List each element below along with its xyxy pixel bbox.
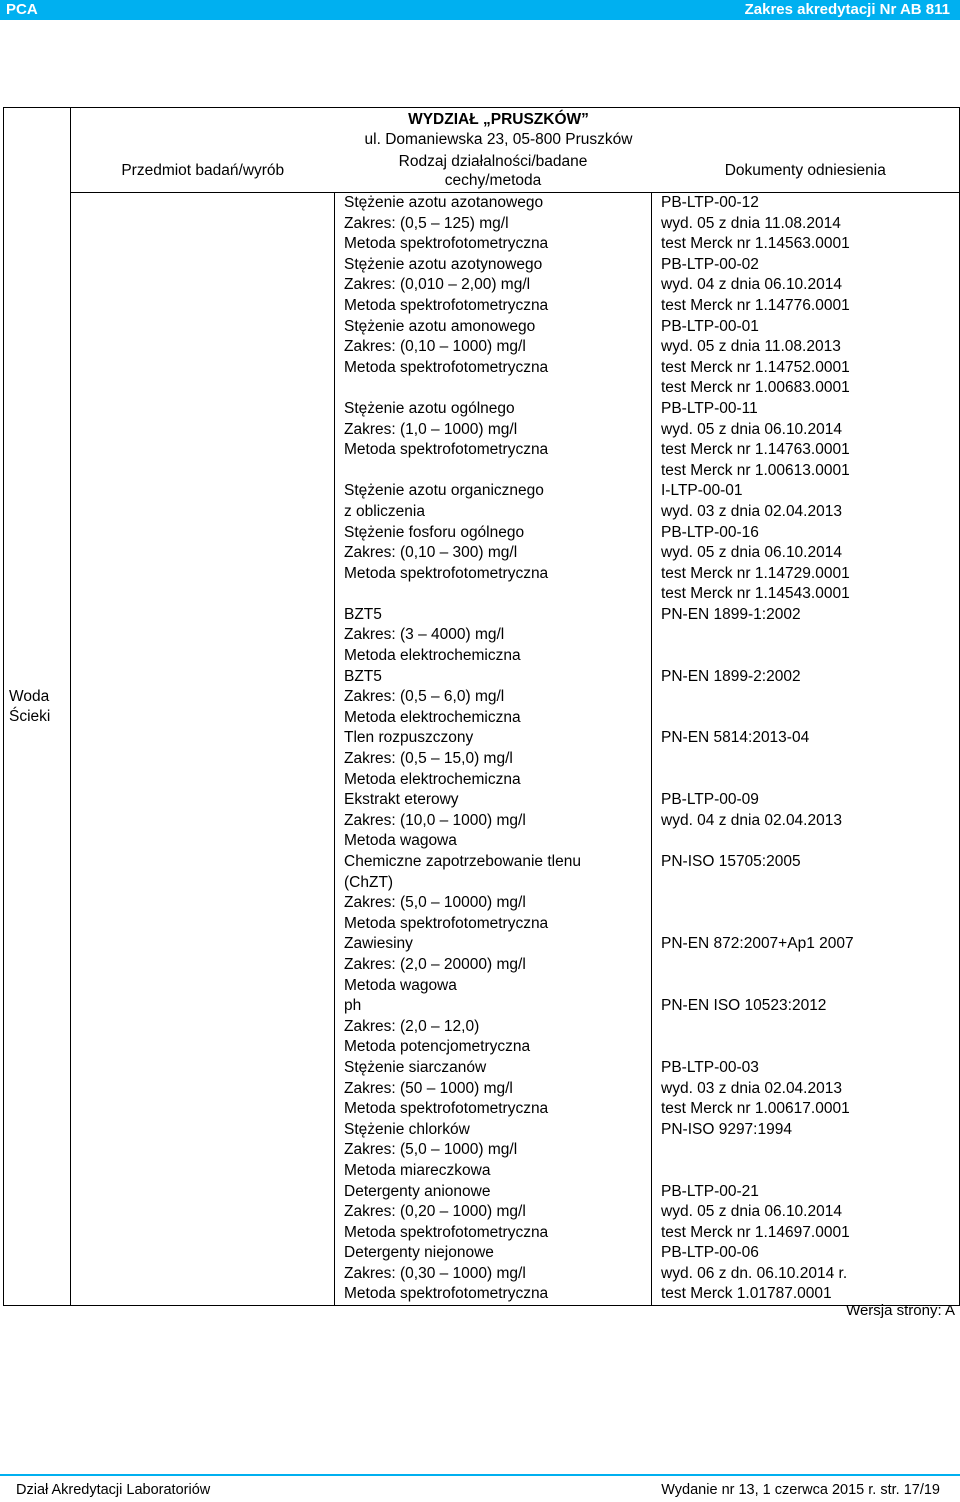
document-line: PB-LTP-00-12 xyxy=(661,194,759,211)
activity-line: Detergenty anionowe xyxy=(344,1182,491,1200)
activity-item xyxy=(335,255,651,317)
activity-line: Metoda miareczkowa xyxy=(344,1161,491,1179)
document-item xyxy=(652,996,959,1058)
subject-spacer-cell xyxy=(71,193,335,1306)
document-line: test Merck nr 1.14697.0001 xyxy=(661,1223,850,1241)
document-line xyxy=(652,770,959,791)
activity-line: Zakres: (0,5 – 6,0) mg/l xyxy=(344,688,505,706)
activity-item xyxy=(335,1120,651,1182)
document-item xyxy=(652,1058,959,1120)
document-item xyxy=(652,523,959,605)
activity-line xyxy=(335,461,651,482)
activity-line: Stężenie azotu azotynowego xyxy=(344,255,543,273)
document-line: PB-LTP-00-03 xyxy=(661,1058,759,1076)
department-row xyxy=(4,108,960,151)
document-line: PB-LTP-00-16 xyxy=(661,523,759,541)
activity-line: Stężenie siarczanów xyxy=(344,1058,487,1076)
activity-line: Zakres: (3 – 4000) mg/l xyxy=(344,626,505,644)
activity-line: Zakres: (1,0 – 1000) mg/l xyxy=(344,420,518,438)
activity-line: Zakres: (0,5 – 15,0) mg/l xyxy=(344,750,513,768)
document-line: test Merck nr 1.14752.0001 xyxy=(661,358,850,376)
activity-line: Metoda spektrofotometryczna xyxy=(344,1223,549,1241)
document-line xyxy=(652,893,959,914)
document-line xyxy=(652,873,959,894)
column-header-row xyxy=(4,150,960,193)
document-line: test Merck nr 1.00617.0001 xyxy=(661,1100,850,1118)
activity-line: Ekstrakt eterowy xyxy=(344,791,459,809)
document-item xyxy=(652,667,959,729)
activity-line: BZT5 xyxy=(344,667,382,685)
document-line: PN-EN 872:2007+Ap1 2007 xyxy=(661,935,854,953)
document-line xyxy=(652,1037,959,1058)
document-item xyxy=(652,728,959,790)
activity-line: Stężenie azotu azotanowego xyxy=(344,194,544,211)
activity-line: Detergenty niejonowe xyxy=(344,1244,494,1262)
header-right-label: Zakres akredytacji Nr AB 811 xyxy=(744,1,950,18)
activity-line: Metoda spektrofotometryczna xyxy=(344,1285,549,1303)
document-line: PB-LTP-00-09 xyxy=(661,791,759,809)
document-line: test Merck nr 1.00683.0001 xyxy=(661,379,850,397)
activity-line: Zakres: (0,30 – 1000) mg/l xyxy=(344,1264,526,1282)
activity-line: Chemiczne zapotrzebowanie tlenu xyxy=(344,853,581,870)
activity-line: Metoda elektrochemiczna xyxy=(344,770,521,788)
activity-item xyxy=(335,399,651,481)
activity-line: Stężenie azotu ogólnego xyxy=(344,399,515,417)
document-line: PB-LTP-00-21 xyxy=(661,1182,759,1200)
document-line: wyd. 04 z dnia 06.10.2014 xyxy=(661,276,842,294)
activity-line: Metoda spektrofotometryczna xyxy=(344,358,549,376)
subject-water: Woda xyxy=(9,687,50,705)
activity-item xyxy=(335,1058,651,1120)
activity-item xyxy=(335,1243,651,1305)
activity-line xyxy=(335,584,651,605)
activity-cell xyxy=(335,193,652,1306)
document-item xyxy=(652,1243,959,1305)
activity-line: Metoda spektrofotometryczna xyxy=(344,564,549,582)
document-line: wyd. 05 z dnia 11.08.2013 xyxy=(661,338,841,356)
document-item xyxy=(652,255,959,317)
document-line xyxy=(652,625,959,646)
activity-line: Stężenie chlorków xyxy=(344,1120,470,1138)
document-line: PB-LTP-00-11 xyxy=(661,399,758,417)
activity-line: (ChZT) xyxy=(344,873,394,891)
body-row xyxy=(4,193,960,1306)
accreditation-table xyxy=(3,107,960,1306)
activity-line: Metoda spektrofotometryczna xyxy=(344,296,549,314)
activity-line: Metoda elektrochemiczna xyxy=(344,647,521,665)
footer-right-label: Wydanie nr 13, 1 czerwca 2015 r. str. 17/19 xyxy=(661,1482,940,1498)
activity-item xyxy=(335,523,651,605)
activity-item xyxy=(335,996,651,1058)
activity-item xyxy=(335,728,651,790)
documents-column-header: Dokumenty odniesienia xyxy=(652,150,960,193)
subject-cell xyxy=(4,108,71,1306)
document-line: PB-LTP-00-06 xyxy=(661,1244,759,1262)
document-line xyxy=(652,955,959,976)
document-item xyxy=(652,790,959,852)
activity-line: Tlen rozpuszczony xyxy=(344,729,474,747)
document-item xyxy=(652,317,959,399)
activity-line: Zakres: (2,0 – 12,0) xyxy=(344,1017,480,1035)
activity-line: BZT5 xyxy=(344,605,382,623)
document-item xyxy=(652,481,959,522)
document-line: test Merck nr 1.14729.0001 xyxy=(661,564,850,582)
activity-line: ph xyxy=(344,997,362,1015)
activity-item xyxy=(335,852,651,934)
activity-item xyxy=(335,667,651,729)
document-item xyxy=(652,193,959,255)
department-address: ul. Domaniewska 23, 05-800 Pruszków xyxy=(364,131,633,148)
document-line: wyd. 03 z dnia 02.04.2013 xyxy=(661,1079,842,1097)
activity-line: Stężenie azotu amonowego xyxy=(344,317,536,335)
footer-left-label: Dział Akredytacji Laboratoriów xyxy=(16,1482,211,1498)
document-line: PB-LTP-00-01 xyxy=(661,317,759,335)
document-line: wyd. 06 z dn. 06.10.2014 r. xyxy=(661,1264,848,1282)
document-item xyxy=(652,399,959,481)
document-line: test Merck nr 1.14543.0001 xyxy=(661,585,850,603)
document-line xyxy=(652,1017,959,1038)
activity-item xyxy=(335,1182,651,1244)
activity-item xyxy=(335,481,651,522)
activity-line: Zakres: (0,10 – 300) mg/l xyxy=(344,544,518,562)
document-item xyxy=(652,1120,959,1182)
document-line: wyd. 05 z dnia 11.08.2014 xyxy=(661,214,841,232)
activity-line: Zakres: (10,0 – 1000) mg/l xyxy=(344,811,526,829)
document-line: wyd. 05 z dnia 06.10.2014 xyxy=(661,544,842,562)
activity-line: Zakres: (0,5 – 125) mg/l xyxy=(344,214,509,232)
department-cell xyxy=(71,108,960,151)
document-line: PN-EN ISO 10523:2012 xyxy=(661,997,827,1015)
document-item xyxy=(652,852,959,934)
activity-line: Metoda spektrofotometryczna xyxy=(344,235,549,253)
activity-line: Metoda spektrofotometryczna xyxy=(344,1100,549,1118)
document-line: test Merck nr 1.14563.0001 xyxy=(661,235,850,253)
activity-line: Zakres: (2,0 – 20000) mg/l xyxy=(344,955,526,973)
document-line: PB-LTP-00-02 xyxy=(661,255,759,273)
activity-line: Metoda spektrofotometryczna xyxy=(344,914,549,932)
document-line: test Merck nr 1.14776.0001 xyxy=(661,296,850,314)
documents-cell xyxy=(652,193,960,1306)
document-line: PN-EN 5814:2013-04 xyxy=(661,729,810,747)
activity-column-header: Rodzaj działalności/badane cechy/metoda xyxy=(335,150,652,193)
page-footer xyxy=(0,1474,960,1502)
activity-line: Zakres: (5,0 – 10000) mg/l xyxy=(344,894,526,912)
document-line: wyd. 05 z dnia 06.10.2014 xyxy=(661,420,842,438)
document-line: I-LTP-00-01 xyxy=(661,482,743,500)
activity-line: Stężenie azotu organicznego xyxy=(344,482,544,500)
document-line: PN-ISO 15705:2005 xyxy=(661,853,801,870)
activity-line: Metoda elektrochemiczna xyxy=(344,708,521,726)
document-line: test Merck 1.01787.0001 xyxy=(661,1285,832,1303)
activity-line: Metoda wagowa xyxy=(344,976,457,994)
document-line xyxy=(652,1140,959,1161)
document-line xyxy=(652,749,959,770)
document-line xyxy=(652,831,959,852)
activity-line: z obliczenia xyxy=(344,502,425,520)
document-line: wyd. 04 z dnia 02.04.2013 xyxy=(661,811,842,829)
document-item xyxy=(652,934,959,996)
subject-sewage: Ścieki xyxy=(9,707,51,725)
document-line xyxy=(652,914,959,935)
document-line: PN-EN 1899-2:2002 xyxy=(661,667,801,685)
activity-item xyxy=(335,790,651,852)
department-name: WYDZIAŁ „PRUSZKÓW” xyxy=(408,111,589,128)
activity-item xyxy=(335,605,651,667)
document-line: test Merck nr 1.14763.0001 xyxy=(661,441,850,459)
activity-item xyxy=(335,317,651,399)
document-line xyxy=(652,687,959,708)
document-line: wyd. 03 z dnia 02.04.2013 xyxy=(661,502,842,520)
activity-line: Zakres: (0,10 – 1000) mg/l xyxy=(344,338,526,356)
activity-line: Metoda wagowa xyxy=(344,832,457,850)
activity-line: Zakres: (5,0 – 1000) mg/l xyxy=(344,1141,518,1159)
header-left-label: PCA xyxy=(6,1,38,18)
activity-line xyxy=(335,378,651,399)
document-line: PN-EN 1899-1:2002 xyxy=(661,605,801,623)
subject-column-header: Przedmiot badań/wyrób xyxy=(71,150,335,193)
activity-line: Metoda spektrofotometryczna xyxy=(344,441,549,459)
activity-line: Metoda potencjometryczna xyxy=(344,1038,531,1056)
activity-item xyxy=(335,934,651,996)
activity-line: Zakres: (0,010 – 2,00) mg/l xyxy=(344,276,531,294)
activity-line: Stężenie fosforu ogólnego xyxy=(344,523,525,541)
page-version: Wersja strony: A xyxy=(846,1302,955,1319)
page-header-bar xyxy=(0,0,960,20)
activity-line: Zakres: (50 – 1000) mg/l xyxy=(344,1079,513,1097)
document-line xyxy=(652,976,959,997)
document-line xyxy=(652,646,959,667)
document-line: test Merck nr 1.00613.0001 xyxy=(661,461,850,479)
document-line: wyd. 05 z dnia 06.10.2014 xyxy=(661,1203,842,1221)
activity-line: Zakres: (0,20 – 1000) mg/l xyxy=(344,1203,526,1221)
document-line: PN-ISO 9297:1994 xyxy=(661,1120,792,1138)
document-line xyxy=(652,1161,959,1182)
document-line xyxy=(652,708,959,729)
activity-line: Zawiesiny xyxy=(344,935,413,953)
activity-item xyxy=(335,193,651,255)
document-item xyxy=(652,605,959,667)
document-item xyxy=(652,1182,959,1244)
